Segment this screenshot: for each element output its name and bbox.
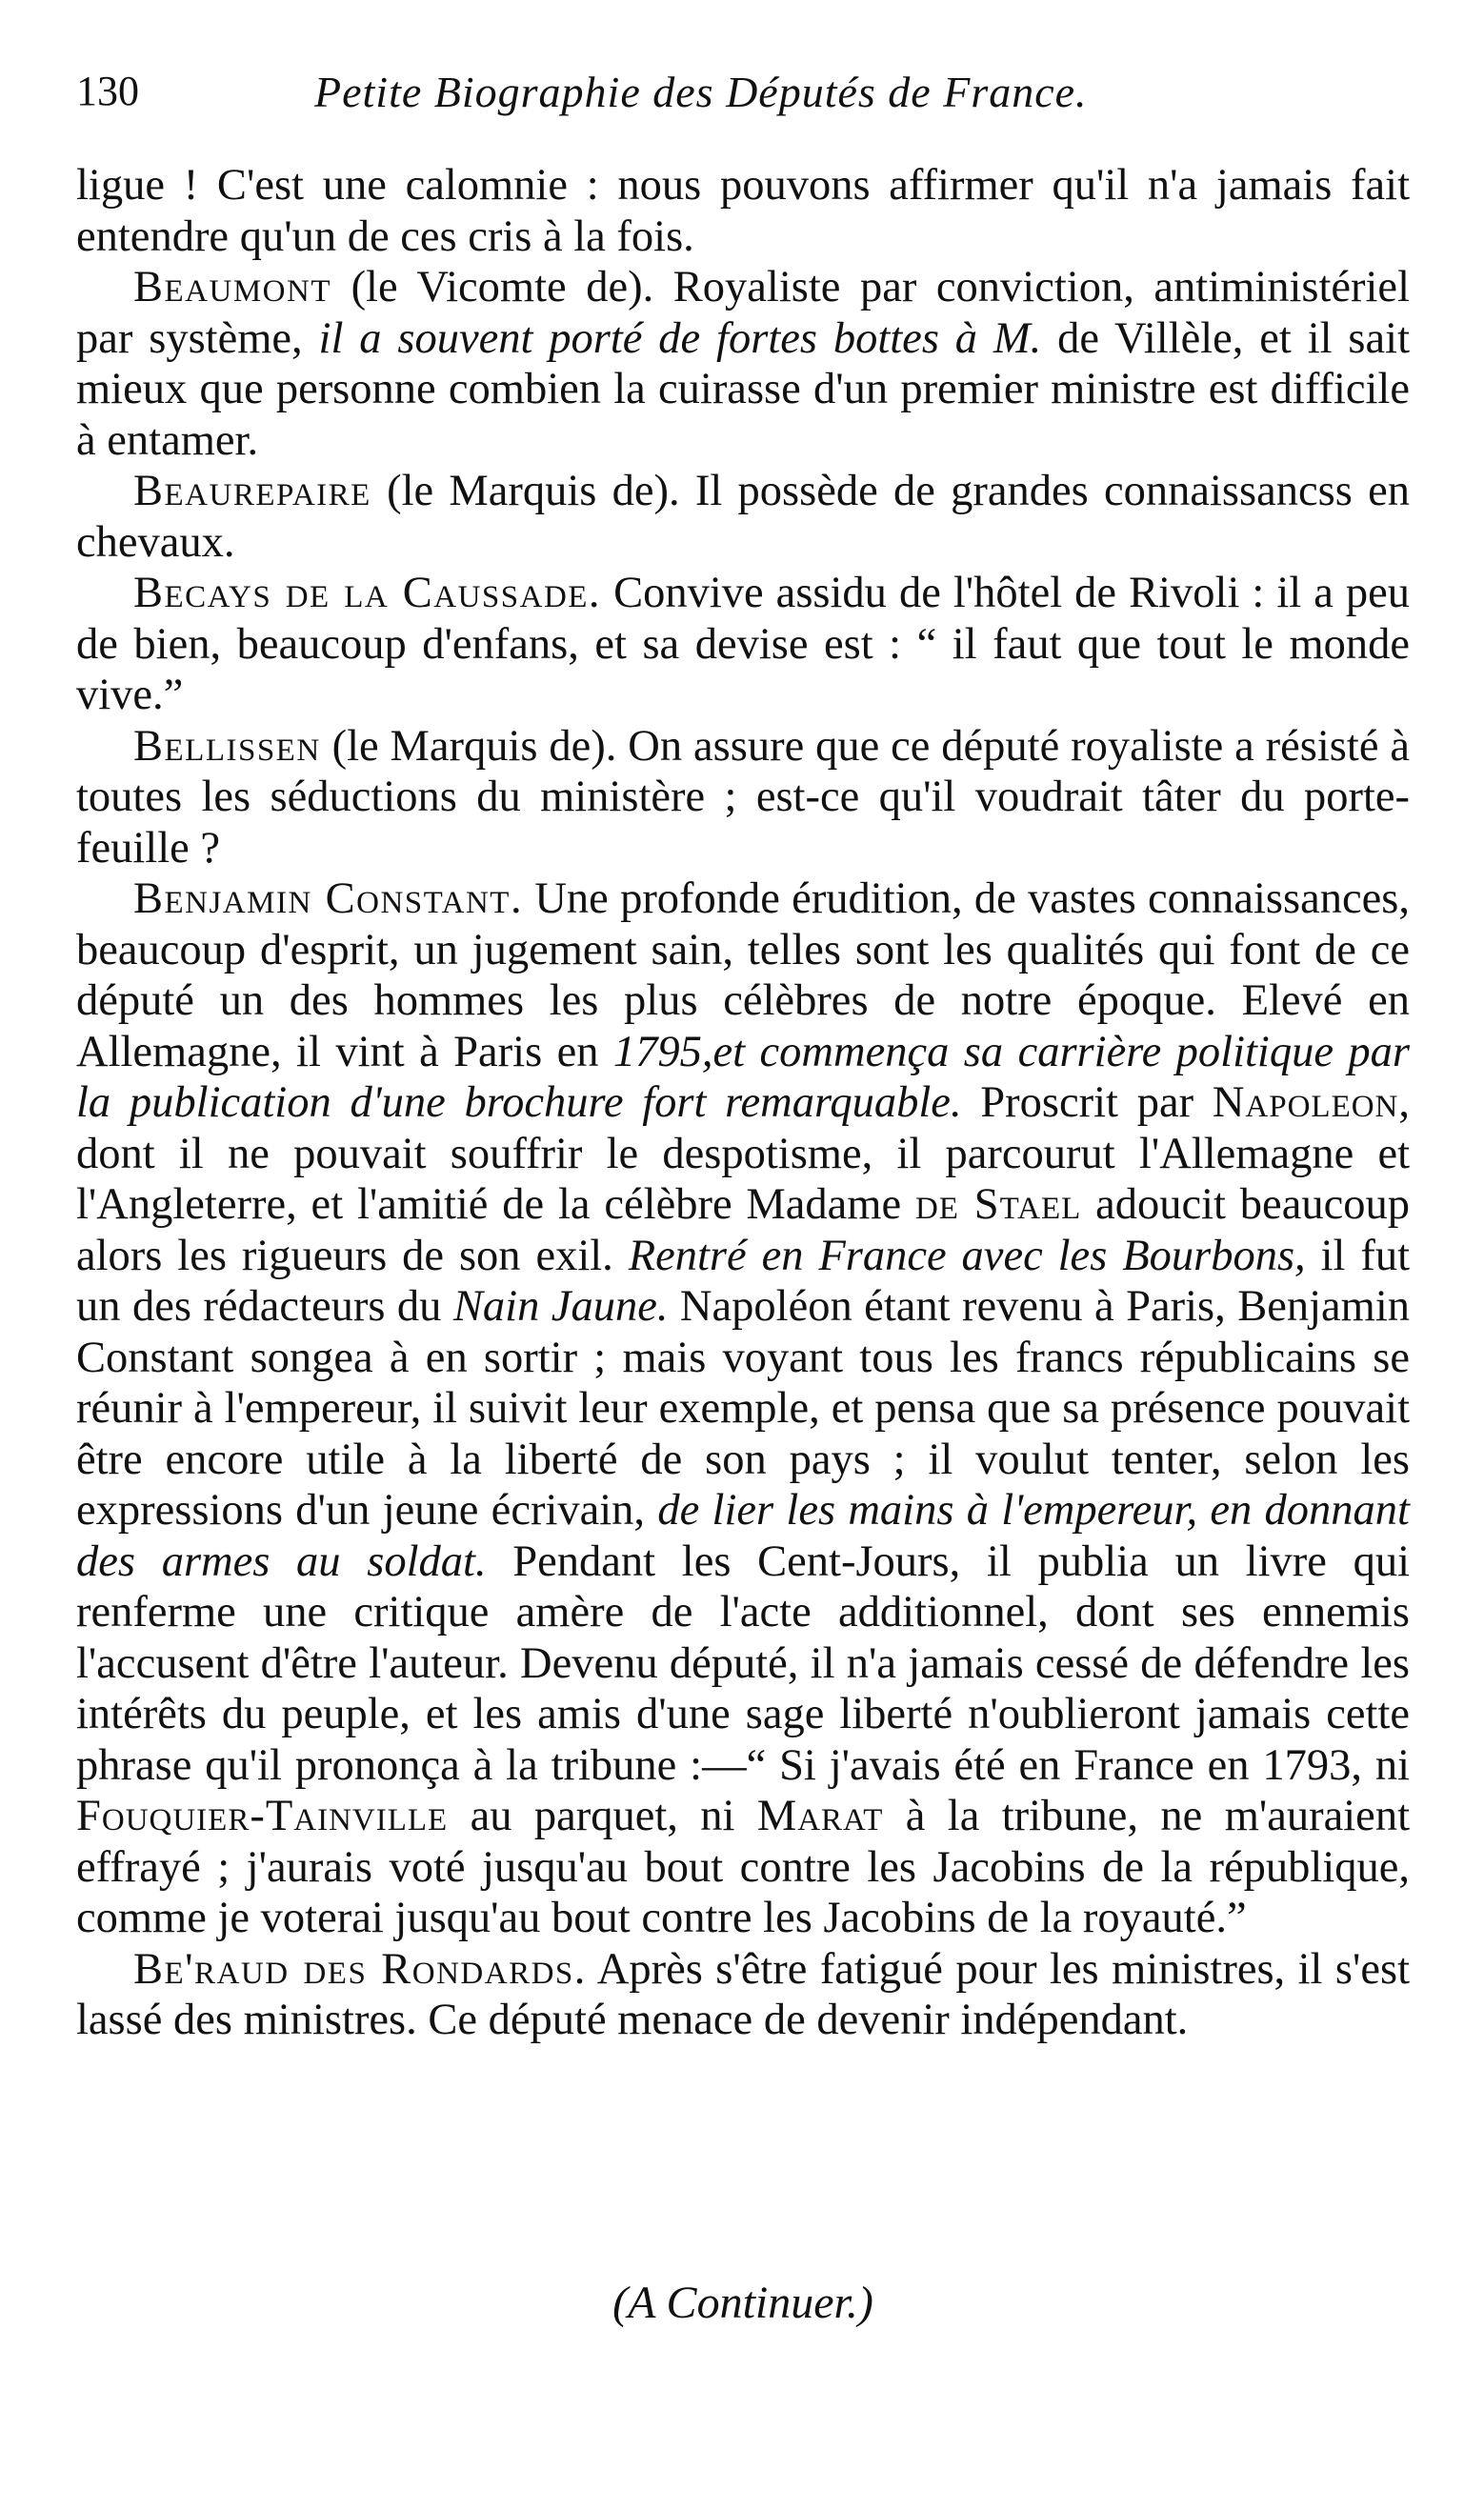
entry-text: ligue ! C'est une calomnie : nous pouvons affirmer qu'il n'a jamais fait entendre qu'un de ces cris à la fois.	[76, 161, 1410, 261]
book-page	[76, 57, 1411, 2328]
entry-name: Bellissen	[133, 721, 321, 771]
running-title: Petite Biographie des Députés de France.	[314, 68, 1088, 116]
entry-italic-text: il a souvent porté de fortes bottes à M.	[318, 313, 1042, 363]
person-name: de Stael	[914, 1180, 1082, 1229]
entry-continued-text	[76, 160, 1410, 262]
entry-name: Benjamin Constant.	[133, 874, 524, 923]
entry-beraud	[76, 1944, 1410, 2046]
entry-italic-text: 1795,et commença sa carrière politique par la publication d'une brochure fort remarquable.	[76, 1027, 1410, 1127]
entry-text: (le Marquis de). Il possède de grandes connaissancss en chevaux.	[76, 467, 1410, 567]
entry-text: Proscrit par	[961, 1078, 1213, 1127]
entry-text: Convive assidu de l'hôtel de Rivoli : il a peu de bien, beaucoup d'enfans, et sa devise est : “ il faut que tout le monde vive.”	[76, 569, 1410, 719]
page-number: 130	[76, 68, 139, 114]
entry-text: Une profonde érudition, de vastes connaissances, beaucoup d'esprit, un jugement sain, telles sont les qualités qui font de ce député un des hommes les plus célèbres de notre époque. Elevé en Allemagne, il vint à Paris en	[76, 874, 1410, 1076]
entry-text: Napoléon étant revenu à Paris, Benjamin Constant songea à en sortir ; mais voyant tous les francs républicains se réunir à l'empereur, il suivit leur exemple, et pensa que sa présence pouvait être encore utile à la liberté de son pays ; il voulut tenter, selon les expressions d'un jeune écrivain,	[76, 1282, 1410, 1535]
entry-name: Beaumont	[133, 263, 331, 311]
entry-beaumont	[76, 262, 1410, 466]
entry-name: Be'raud des Rondards.	[133, 1944, 587, 1994]
entry-name: Beaurepaire	[133, 467, 371, 515]
entry-text: Pendant les Cent-Jours, il publia un livre qui renferme une critique amère de l'acte additionnel, dont ses ennemis l'accusent d'être l'auteur. Devenu député, il n'a jamais cessé de défendre les intérêts du peuple, et les amis d'une sage liberté n'oublieront jamais cette phrase qu'il prononça à la tribune :—“ Si j'avais été en France en 1793, ni	[76, 1536, 1410, 1790]
newspaper-title: Nain Jaune.	[452, 1282, 669, 1331]
entry-text: , dont il ne pouvait souffrir le despotisme, il parcourut l'Allemagne et l'Angleterre, et l'amitié de la célèbre Madame	[76, 1078, 1411, 1229]
person-name: Napoleon	[1212, 1078, 1399, 1127]
entry-italic-text: Rentré en France avec les Bourbons,	[628, 1231, 1306, 1280]
entry-benjamin-constant	[76, 873, 1410, 1944]
person-name: Marat	[756, 1792, 884, 1840]
entry-text: (le Vicomte de). Royaliste par conviction, antiministériel par système,	[76, 263, 1410, 363]
entry-text: au parquet, ni	[448, 1792, 757, 1840]
entry-text: il fut un des rédacteurs du	[76, 1231, 1410, 1331]
person-name: Fouquier-Tainville	[76, 1792, 449, 1840]
body-text	[76, 160, 1410, 2046]
entry-text: Après s'être fatigué pour les ministres, il s'est lassé des ministres. Ce député menace de devenir indépendant.	[76, 1944, 1410, 2044]
continuation-note: (A Continuer.)	[612, 2278, 873, 2328]
entry-text: de Villèle, et il sait mieux que personne combien la cuirasse d'un premier ministre est difficile à entamer.	[76, 313, 1410, 465]
entry-text: à la tribune, ne m'auraient effrayé ; j'aurais voté jusqu'au bout contre les Jacobins de la république, comme je voterai jusqu'au bout contre les Jacobins de la royauté.”	[76, 1792, 1410, 1942]
running-head	[76, 57, 1410, 133]
entry-beaurepaire	[76, 466, 1410, 568]
entry-italic-quote: de lier les mains à l'empereur, en donnant des armes au soldat.	[76, 1486, 1410, 1586]
entry-becays	[76, 568, 1410, 721]
entry-text: adoucit beaucoup alors les rigueurs de son exil.	[76, 1180, 1410, 1280]
entry-name: Becays de la Caussade.	[133, 569, 602, 617]
entry-bellissen	[76, 721, 1410, 874]
entry-text: (le Marquis de). On assure que ce député royaliste a résisté à toutes les séductions du ministère ; est-ce qu'il voudrait tâter du porte-feuille ?	[76, 721, 1410, 873]
